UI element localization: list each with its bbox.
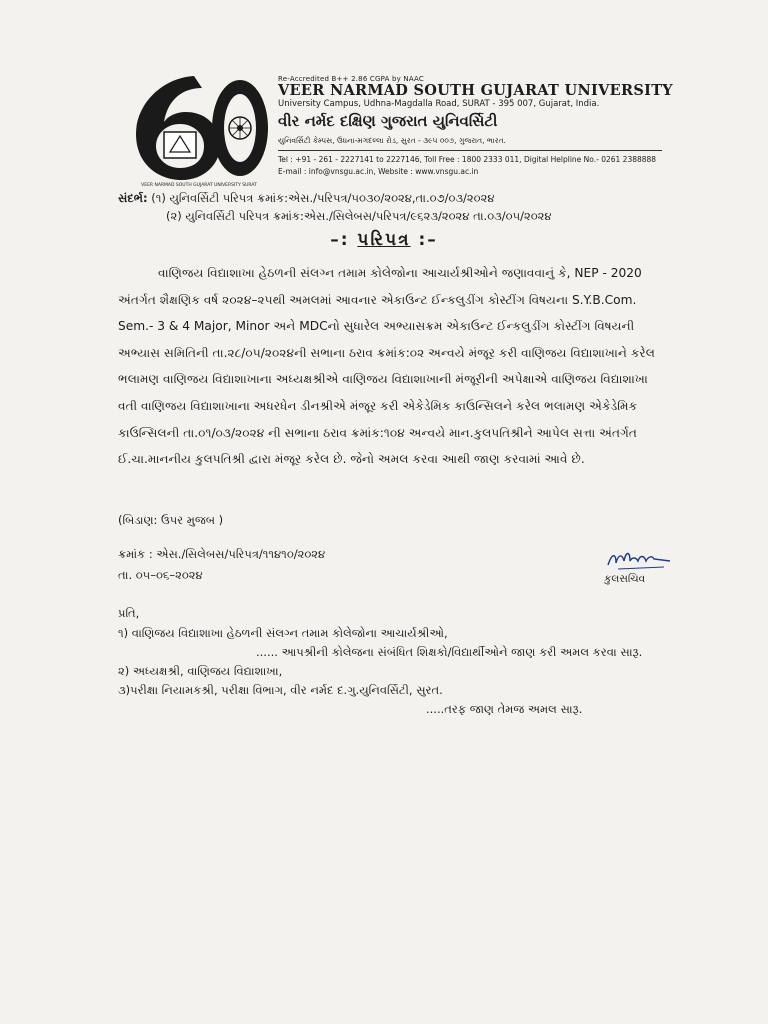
recipient-2: ૨) અધ્યક્ષશ્રી, વાણિજય વિદ્યાશાખા, [118,664,283,678]
university-address-gujarati: યુનિવર્સિટી કેમ્પસ, ઉધના-મગદલ્લા રોડ, સુરત - ૩૯૫ ૦૦૭, ગુજરાત, ભારત. [278,136,506,145]
title-suffix: :– [418,230,438,250]
reference-text-2: (૨) યુનિવર્સિટી પરિપત્ર ક્રમાંક:એસ./સિલેબસ/પરિપત્ર/૯૬૨૩/૨૦૨૪ તા.૦૩/૦૫/૨૦૨૪ [166,209,552,223]
body-line: ભલામણ વાણિજય વિદ્યાશાખાના અધ્યક્ષશ્રીએ વાણિજય વિદ્યાશાખાની મંજૂરીની અપેક્ષાએ વાણિજય વિદ્યાશાખા [118,372,648,387]
body-line: Sem.- 3 & 4 Major, Minor અને MDCનો સુધારેલ અભ્યાસક્રમ એકાઉન્ટ ઈન્કલુડીંગ કોસ્ટીંગ વિષયની [118,319,635,334]
reference-label: સંદર્ભ: [118,191,148,205]
body-line: ઈ.ચા.માનનીય કુલપતિશ્રી દ્વારા મંજૂર કરેલ છે. જેનો અમલ કરવા આથી જાણ કરવામાં આવે છે. [118,452,585,467]
letterhead-divider [278,150,662,151]
recipients-heading: પ્રતિ, [118,606,140,620]
body-line: વાણિજય વિદ્યાશાખા હેઠળની સંલગ્ન તમામ કોલેજોના આચાર્યશ્રીઓને જણાવવાનું કે, NEP - 2020 [158,266,642,280]
registrar-signature [604,547,674,573]
reference-text-1: (૧) યુનિવર્સિટી પરિપત્ર ક્રમાંક:એસ./પરિપત્ર/૫૦૩૦/૨૦૨૪,તા.૦૭/૦૩/૨૦૨૪ [151,191,495,205]
recipient-1: ૧) વાણિજય વિદ્યાશાખા હેઠળની સંલગ્ન તમામ કોલેજોના આચાર્યશ્રીઓ, [118,626,448,640]
university-logo [124,68,274,188]
title-word: પરિપત્ર [357,230,411,250]
body-line: અંતર્ગત શૈક્ષણિક વર્ષ ૨૦૨૪–૨૫થી અમલમાં આવનાર એકાઉન્ટ ઈન્કલુડીંગ કોસ્ટીંગ વિષયના S.Y.B.Com. [118,292,637,307]
enclosure-note: (બિડાણ: ઉપર મુજબ ) [118,513,224,527]
order-date: તા. ૦૫–૦૬–૨૦૨૪ [118,568,203,582]
order-number: ક્રમાંક : એસ./સિલેબસ/પરિપત્ર/૧૧૪૧૦/૨૦૨૪ [118,547,326,561]
title-prefix: –: [330,230,350,250]
body-line: વતી વાણિજય વિદ્યાશાખાના અધરધેન ડીનશ્રીએ મંજૂર કરી એકેડેમિક કાઉન્સિલને કરેલ ભલામણ એકેડેમિક [118,398,638,413]
university-name-gujarati: વીર નર્મદ દક્ષિણ ગુજરાત યુનિવર્સિટી [278,112,498,130]
signatory-title: કુલસચિવ [604,573,646,585]
reference-line-1 [118,191,494,206]
body-line: અભ્યાસ સમિતિની તા.૨૮/૦૫/૨૦૨૪ની સભાના ઠરાવ ક્રમાંક:૦૨ અન્વયે મંજૂર કરી વાણિજય વિદ્યાશાખાને કરેલ [118,345,655,360]
contact-phone: Tel : +91 - 261 - 2227141 to 2227146, Toll Free : 1800 2333 011, Digital Helpline No.- 0261 2388888 [278,155,657,164]
accreditation-text: Re-Accredited B++ 2.86 CGPA by NAAC [278,75,424,83]
recipient-3: ૩)પરીક્ષા નિયામકશ્રી, પરીક્ષા વિભાગ, વીર નર્મદ દ.ગુ.યુનિવર્સિટી, સુરત. [118,683,443,697]
recipient-1-note: ...... આપશ્રીની કોલેજના સંબંધિત શિક્ષકો/વિદ્યાર્થીઓને જાણ કરી અમલ કરવા સારૂ. [256,645,643,659]
university-address: University Campus, Udhna-Magdalla Road, SURAT - 395 007, Gujarat, India. [278,99,600,109]
circular-title [0,230,768,250]
body-line: કાઉન્સિલની તા.૦૧/૦૩/૨૦૨૪ ની સભાના ઠરાવ ક્રમાંક:૧૦૪ અન્વયે માન.કુલપતિશ્રીને આપેલ સત્તા અંતર્ગત [118,425,638,440]
university-name: VEER NARMAD SOUTH GUJARAT UNIVERSITY [278,82,673,99]
circular-body [118,260,658,473]
contact-email-website: E-mail : info@vnsgu.ac.in, Website : www.vnsgu.ac.in [278,167,479,176]
recipient-3-note: .....તરફ જાણ તેમજ અમલ સારૂ. [426,702,583,716]
logo-caption: VEER NARMAD SOUTH GUJARAT UNIVERSITY SURAT [141,183,257,188]
